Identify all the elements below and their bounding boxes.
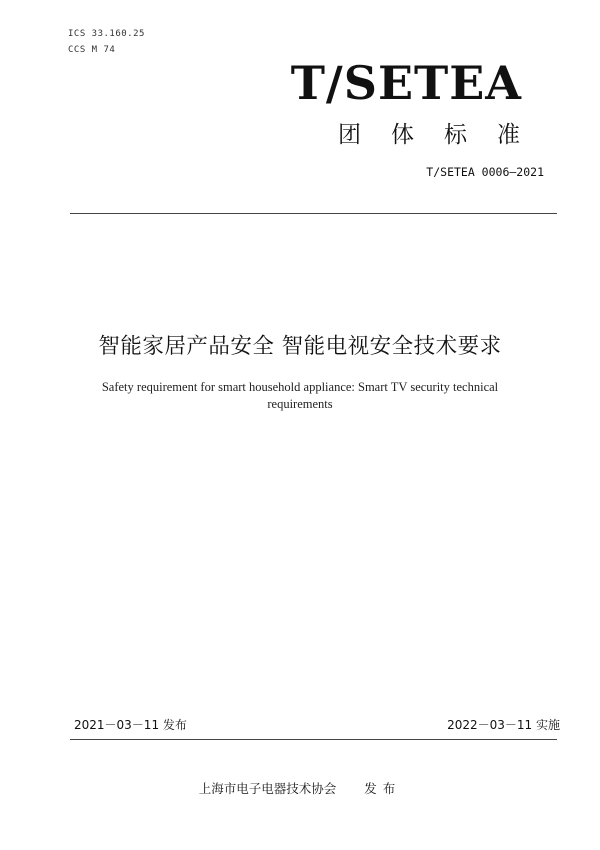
standard-number: T/SETEA 0006—2021 — [426, 165, 544, 179]
header-divider — [70, 213, 557, 214]
document-title-chinese: 智能家居产品安全 智能电视安全技术要求 — [98, 334, 502, 359]
ics-code: ICS 33.160.25 — [68, 29, 145, 39]
publisher-action: 发布 — [364, 781, 402, 796]
publisher-line — [0, 779, 600, 797]
ccs-code: CCS M 74 — [68, 45, 116, 55]
document-title-english: Safety requirement for smart household appliance: Smart TV security technical requirements — [101, 380, 499, 411]
implementation-date: 2022－03－11 实施 — [447, 718, 560, 732]
standard-type: 团体标准 — [338, 122, 550, 148]
publisher-name: 上海市电子电器技术协会 — [198, 781, 337, 796]
issue-date: 2021－03－11 发布 — [74, 718, 187, 732]
footer-divider — [70, 739, 557, 740]
standard-logo: T/SETEA — [290, 56, 522, 110]
